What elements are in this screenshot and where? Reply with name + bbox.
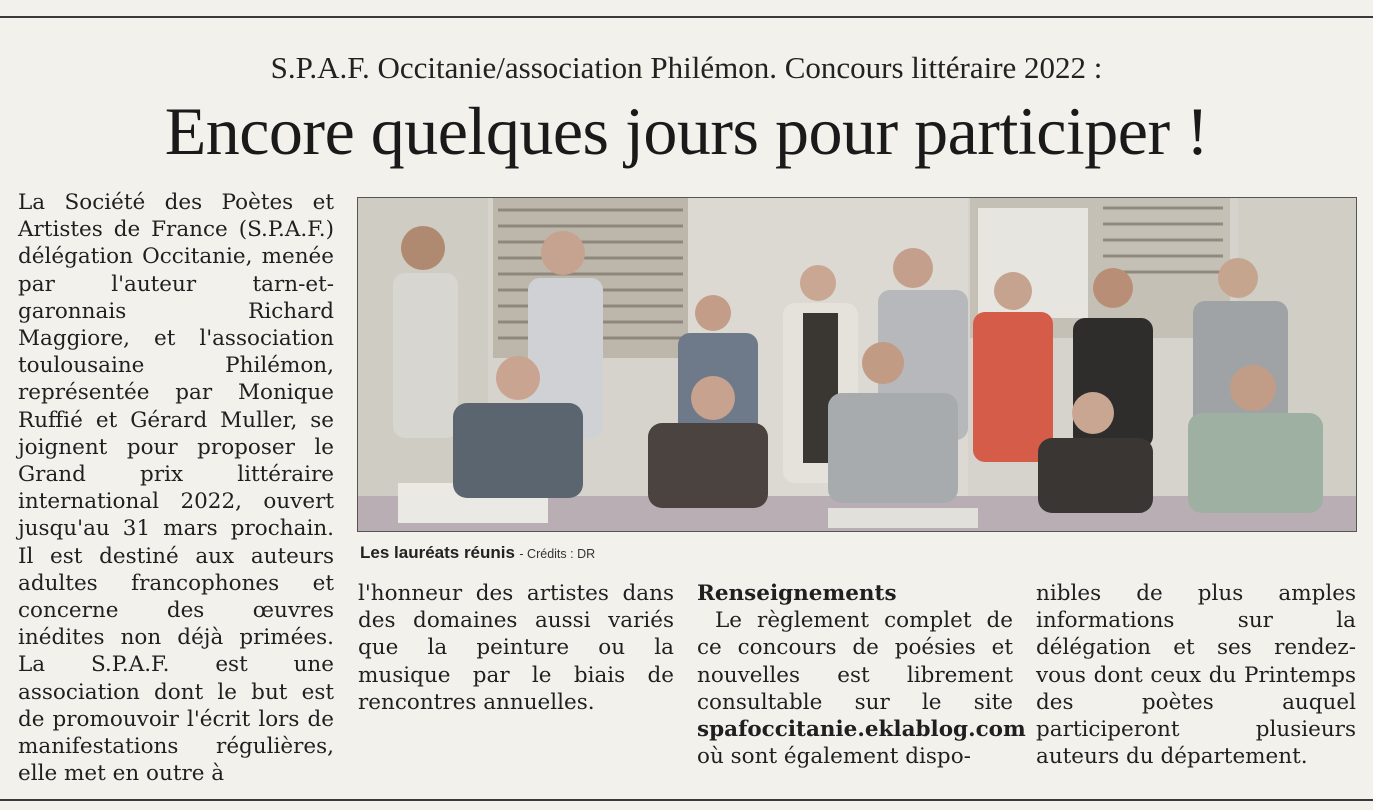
caption-credit: - Crédits : DR — [519, 547, 596, 561]
article-column-3 — [697, 580, 1026, 770]
group-photo — [357, 197, 1357, 532]
column-3-end: où sont également dispo- — [697, 744, 971, 770]
column-2-text: l'honneur des artistes dans des domaines aussi variés que la peinture ou la musique par le biais de rencontres annuelles. — [358, 581, 674, 715]
top-rule — [0, 16, 1373, 18]
article-column-2 — [358, 580, 674, 716]
article-headline: Encore quelques jours pour participer ! — [164, 93, 1209, 169]
column-1-text: La Société des Poètes et Artistes de France (S.P.A.F.) délégation Occitanie, menée par l'auteur tarn-et-garonnais Richard Maggiore, et l'association toulousaine Philémon, représentée par Monique Ruffié et Gérard Muller, se joignent pour proposer le Grand prix littéraire international 2022, ouvert jusqu'au 31 mars prochain. Il est destiné aux auteurs adultes francophones et concerne des œuvres inédites non déjà primées. La S.P.A.F. est une association dont le but est de promouvoir l'écrit lors de manifestations régulières, elle met en outre à — [18, 190, 334, 787]
article-column-4 — [1036, 580, 1356, 770]
article-column-1 — [18, 189, 334, 787]
website-link[interactable]: spafoccitanie.eklablog.com — [697, 717, 1026, 743]
article-kicker: S.P.A.F. Occitanie/association Philémon. Concours littéraire 2022 : — [270, 50, 1103, 85]
caption-title: Les lauréats réunis — [360, 543, 515, 562]
column-4-text: nibles de plus amples informations sur la délégation et ses rendez-vous dont ceux du Printemps des poètes auquel participeront plusieurs auteurs du département. — [1036, 581, 1356, 770]
photo-caption — [360, 543, 595, 563]
bottom-rule — [0, 799, 1373, 801]
section-subhead: Renseignements — [697, 581, 897, 606]
column-3-text: Le règlement complet de ce concours de poésies et nouvelles est librement consultable sur le site — [697, 608, 1013, 715]
